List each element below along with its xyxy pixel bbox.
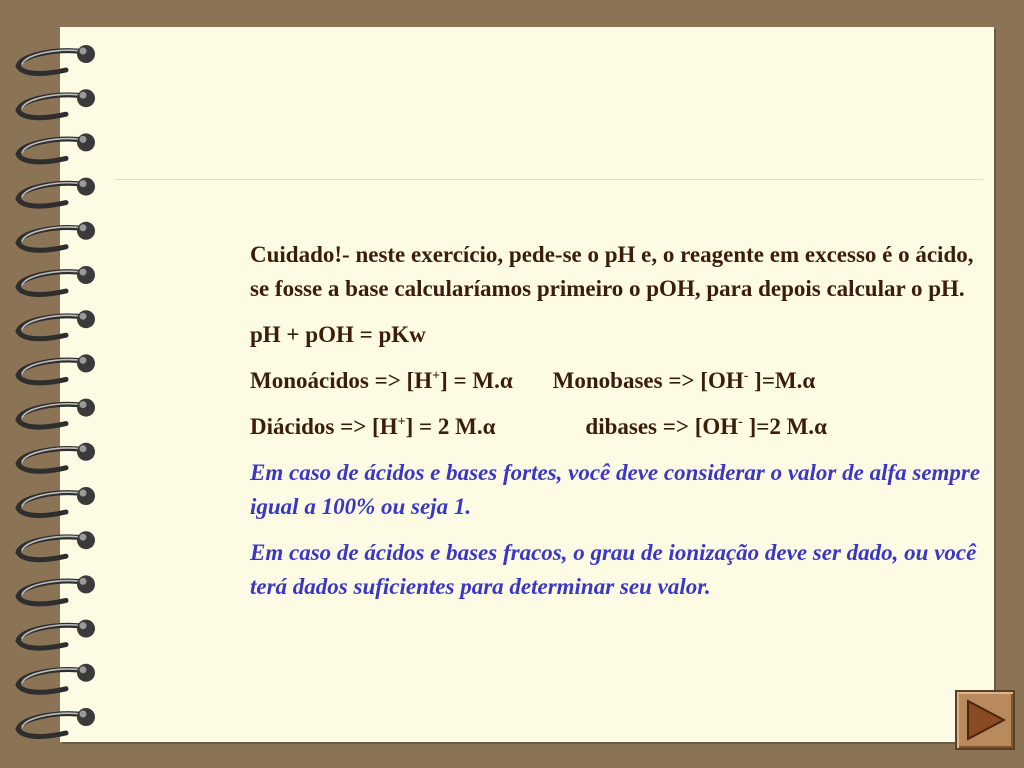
- binding-ring: [18, 354, 95, 382]
- header-divider: [115, 179, 983, 180]
- binding-ring: [18, 45, 95, 73]
- binding-ring: [18, 664, 95, 692]
- dibase-value: ]=2 M.: [742, 414, 815, 439]
- h-plus-charge: +: [432, 368, 441, 384]
- monobase-label: Monobases => [OH: [552, 368, 744, 393]
- binding-ring: [18, 531, 95, 559]
- binding-ring: [18, 222, 95, 250]
- oh-minus-charge: -: [743, 368, 749, 384]
- diacid-value: ] = 2 M.: [405, 414, 483, 439]
- slide-content: [250, 238, 988, 616]
- alpha-symbol: α: [802, 368, 816, 393]
- binding-ring: [18, 266, 95, 294]
- next-slide-button[interactable]: [955, 690, 1015, 750]
- binding-ring: [18, 575, 95, 603]
- monoacid-label: Monoácidos => [H: [250, 368, 433, 393]
- binding-ring: [18, 133, 95, 161]
- binding-ring: [18, 399, 95, 427]
- alpha-symbol: α: [814, 414, 827, 439]
- warning-paragraph: Cuidado!- neste exercício, pede-se o pH e, o reagente em excesso é o ácido, se fosse a base calcularíamos primeiro o pOH, para depois calcular o pH.: [250, 242, 974, 301]
- spiral-binding: [0, 0, 120, 768]
- ph-formula: pH + pOH = pKw: [250, 322, 426, 347]
- strong-acid-note: Em caso de ácidos e bases fortes, você deve considerar o valor de alfa sempre igual a 100% ou seja 1.: [250, 460, 981, 519]
- h-plus-charge: +: [397, 414, 406, 430]
- weak-acid-note: Em caso de ácidos e bases fracos, o grau de ionização deve ser dado, ou você terá dados suficientes para determinar seu valor.: [250, 540, 977, 599]
- binding-ring: [18, 443, 95, 471]
- binding-ring: [18, 620, 95, 648]
- binding-ring: [18, 708, 95, 736]
- binding-ring: [18, 178, 95, 206]
- diacid-label: Diácidos => [H: [250, 414, 398, 439]
- alpha-symbol: α: [499, 368, 513, 393]
- monobase-value: ]=M.: [748, 368, 803, 393]
- di-relations: [250, 410, 988, 444]
- binding-ring: [18, 487, 95, 515]
- binding-ring: [18, 310, 95, 338]
- binding-ring: [18, 89, 95, 117]
- mono-relations: [250, 364, 988, 398]
- oh-minus-charge: -: [738, 414, 743, 430]
- play-triangle-icon: [963, 698, 1007, 742]
- dibase-label: dibases => [OH: [585, 414, 739, 439]
- alpha-symbol: α: [482, 414, 496, 439]
- monoacid-value: ] = M.: [440, 368, 500, 393]
